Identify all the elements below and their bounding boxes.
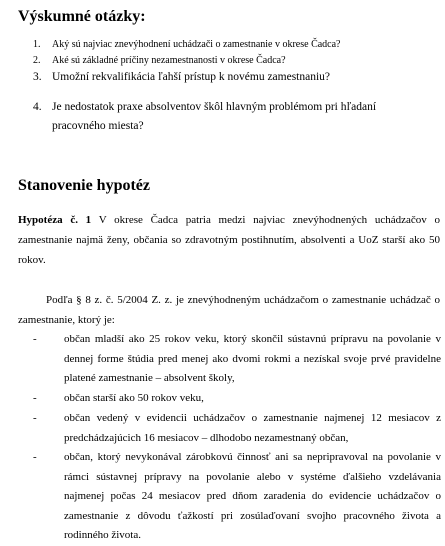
hypothesis-label: Hypotéza č. 1 <box>18 214 92 226</box>
list-item-text: občan starší ako 50 rokov veku, <box>64 392 204 404</box>
list-item-text: občan vedený v evidencii uchádzačov o zamestnanie najmenej 12 mesiacov z predchádzajúcich 16 mesiacov – dlhodobo nezamestnaný občan, <box>64 412 441 444</box>
list-dash: - <box>33 333 37 345</box>
hypothesis-paragraph <box>18 210 440 270</box>
list-item-text: občan, ktorý nevykonával zárobkovú činnosť ani sa nepripravoval na povolanie v rámci sústavnej prípravy na povolanie alebo v systéme ďalšieho vzdelávania najmenej počas 24 mesiacov pred dňom zaradenia do evidencie uchádzačov o zamestnanie z dôvodu ťažkostí pri zosúlaďovaní svojho pracovného života a rodinného života. <box>64 451 441 541</box>
law-paragraph: Podľa § 8 z. č. 5/2004 Z. z. je znevýhodneným uchádzačom o zamestnanie uchádzač o zamestnanie, ktorý je: <box>18 294 440 326</box>
list-number: 3. <box>33 71 42 83</box>
question-text: Umožní rekvalifikácia ľahší prístup k novému zamestnaniu? <box>52 71 331 83</box>
research-questions-heading: Výskumné otázky: <box>18 8 146 25</box>
list-number: 2. <box>33 55 41 66</box>
list-number: 4. <box>33 101 42 113</box>
question-text: Aký sú najviac znevýhodnení uchádzači o zamestnanie v okrese Čadca? <box>52 39 341 50</box>
list-dash: - <box>33 412 37 424</box>
hypothesis-text: V okrese Čadca patria medzi najviac znevýhodnených uchádzačov o zamestnanie najmä ženy, občania so zdravotným postihnutím, absolventi a UoZ starší ako 50 rokov. <box>18 214 440 266</box>
question-text: Je nedostatok praxe absolventov škôl hlavným problémom pri hľadaní pracovného miesta? <box>52 101 377 132</box>
list-dash: - <box>33 392 37 404</box>
question-text: Aké sú základné príčiny nezamestnanosti v okrese Čadca? <box>52 55 286 66</box>
list-dash: - <box>33 451 37 463</box>
list-number: 1. <box>33 39 41 50</box>
list-item-text: občan mladší ako 25 rokov veku, ktorý skončil sústavnú prípravu na povolanie v dennej forme štúdia pred menej ako dvomi rokmi a nezískal svoje prvé pravidelne platené zamestnanie – absolvent školy, <box>64 333 441 384</box>
hypotheses-heading: Stanovenie hypotéz <box>18 177 150 194</box>
